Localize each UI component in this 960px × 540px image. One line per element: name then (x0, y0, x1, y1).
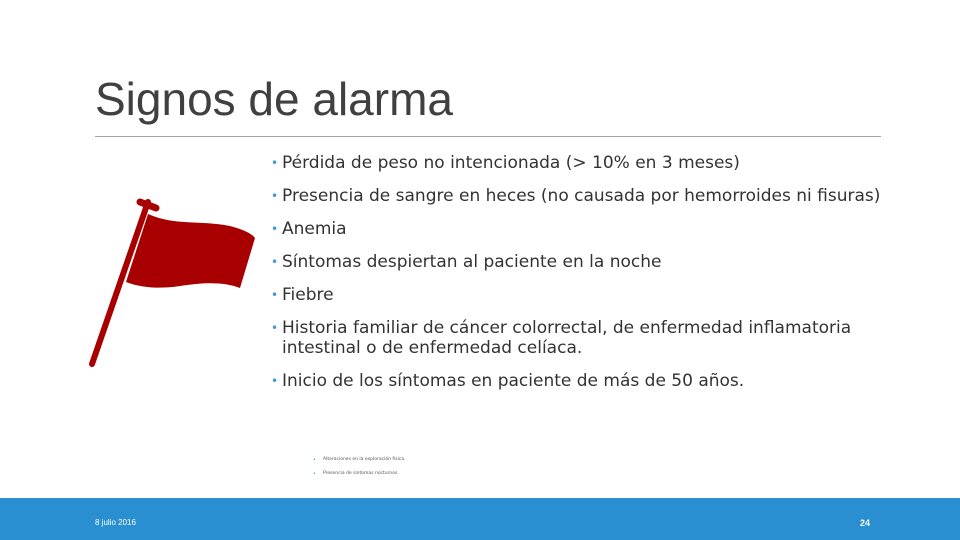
list-item (272, 371, 892, 391)
sub-bullet-text: Alteraciones en la exploración física. (323, 457, 406, 462)
bullet-list (272, 153, 892, 404)
footer-bar (0, 498, 960, 540)
sub-bullet-text: Presencia de síntomas nocturnos. (323, 471, 399, 476)
list-item (272, 252, 892, 272)
bullet-text: • Síntomas despiertan al paciente en la noche (282, 252, 662, 272)
list-item (272, 153, 892, 173)
list-item (272, 285, 892, 305)
bullet-text: • Pérdida de peso no intencionada (> 10% en 3 meses) (282, 153, 740, 173)
footer-date: 8 julio 2016 (95, 518, 136, 527)
page-number: 24 (860, 518, 871, 528)
bullet-text: • Inicio de los síntomas en paciente de más de 50 años. (282, 371, 745, 391)
red-flag-icon (80, 190, 270, 375)
title-divider (95, 136, 881, 137)
sub-bullet-list (313, 455, 406, 483)
list-item (313, 469, 406, 479)
list-item (313, 455, 406, 465)
bullet-text: • Fiebre (282, 285, 334, 305)
bullet-text: • Anemia (282, 219, 347, 239)
bullet-text: • Presencia de sangre en heces (no causada por hemorroides ni fisuras) (282, 186, 881, 206)
slide-title: Signos de alarma (95, 73, 453, 125)
list-item (272, 186, 892, 206)
list-item (272, 219, 892, 239)
list-item (272, 318, 892, 358)
bullet-text: • Historia familiar de cáncer colorrectal, de enfermedad inflamatoria intestinal o de enfermedad celíaca. (282, 318, 852, 358)
